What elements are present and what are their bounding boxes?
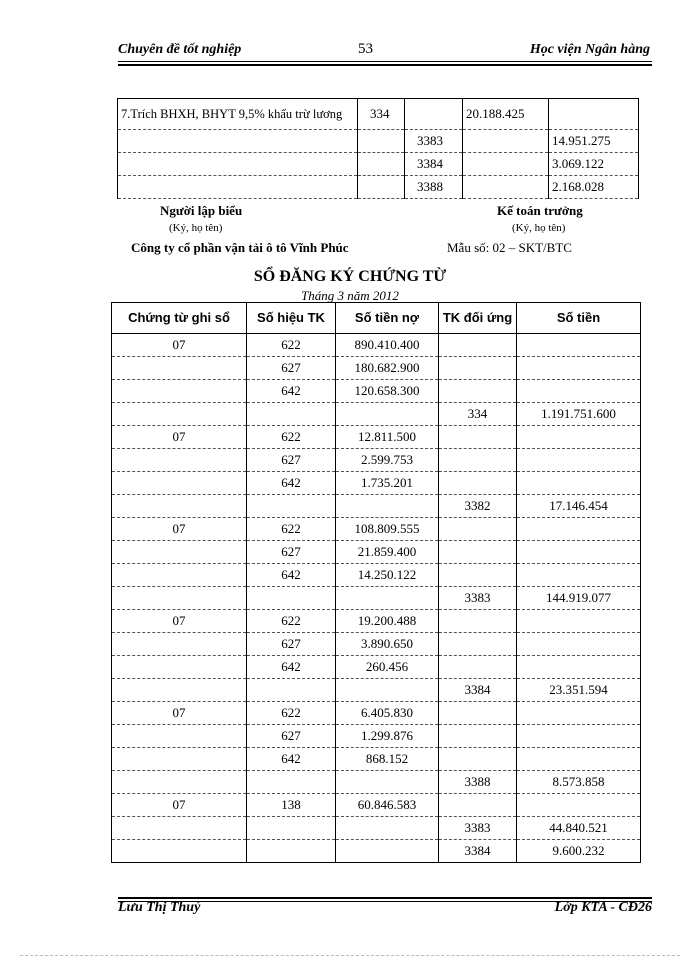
register-cell: 642: [247, 380, 336, 403]
register-cell: 334: [439, 403, 517, 426]
register-cell: 3383: [439, 587, 517, 610]
register-cell: 17.146.454: [517, 495, 641, 518]
register-cell: 21.859.400: [336, 541, 439, 564]
page-number: 53: [358, 41, 373, 57]
register-cell: [439, 564, 517, 587]
register-cell: [517, 794, 641, 817]
register-cell: 12.811.500: [336, 426, 439, 449]
register-header-cell: Số tiền: [517, 303, 641, 334]
footer-rule-thick: [118, 897, 652, 899]
page-footer: [118, 900, 652, 916]
register-row: [112, 587, 641, 610]
register-cell: 180.682.900: [336, 357, 439, 380]
register-cell: 622: [247, 334, 336, 357]
register-cell: [336, 679, 439, 702]
register-cell: [112, 449, 247, 472]
register-cell: [517, 380, 641, 403]
register-cell: [247, 817, 336, 840]
preparer-note: (Ký, họ tên): [169, 222, 223, 234]
register-cell: [247, 771, 336, 794]
register-cell: 144.919.077: [517, 587, 641, 610]
register-cell: [439, 380, 517, 403]
register-row: [112, 449, 641, 472]
register-cell: [517, 334, 641, 357]
register-cell: 627: [247, 541, 336, 564]
register-cell: [336, 840, 439, 863]
register-cell: [112, 656, 247, 679]
register-cell: 07: [112, 334, 247, 357]
header-rule-thick: [118, 64, 652, 66]
top-table-row: [118, 176, 639, 199]
register-cell: 14.250.122: [336, 564, 439, 587]
top-table-cell: 3388: [405, 176, 463, 199]
top-table-cell: 14.951.275: [549, 130, 639, 153]
register-header-cell: Số hiệu TK: [247, 303, 336, 334]
register-cell: 1.735.201: [336, 472, 439, 495]
register-cell: 6.405.830: [336, 702, 439, 725]
class-code: Lớp KTA - CĐ26: [554, 900, 652, 915]
register-cell: [439, 472, 517, 495]
register-cell: 1.191.751.600: [517, 403, 641, 426]
register-cell: [517, 426, 641, 449]
register-cell: [336, 495, 439, 518]
top-table-row: [118, 130, 639, 153]
register-cell: 642: [247, 564, 336, 587]
register-cell: 3382: [439, 495, 517, 518]
register-header-cell: Chứng từ ghi sổ: [112, 303, 247, 334]
register-row: [112, 656, 641, 679]
top-table-cell: 3384: [405, 153, 463, 176]
top-table-cell: 3.069.122: [549, 153, 639, 176]
header-left: Chuyên đề tốt nghiệp: [118, 42, 242, 57]
register-cell: 627: [247, 725, 336, 748]
top-table-cell: [118, 130, 358, 153]
register-cell: [336, 587, 439, 610]
register-row: [112, 794, 641, 817]
register-header-cell: Số tiền nợ: [336, 303, 439, 334]
register-cell: 890.410.400: [336, 334, 439, 357]
register-cell: 3384: [439, 679, 517, 702]
register-cell: [439, 518, 517, 541]
register-cell: 120.658.300: [336, 380, 439, 403]
header-rule: [118, 61, 652, 62]
register-cell: [439, 334, 517, 357]
register-cell: 622: [247, 426, 336, 449]
register-cell: [112, 817, 247, 840]
register-cell: [112, 380, 247, 403]
register-cell: [247, 403, 336, 426]
register-cell: [439, 725, 517, 748]
register-cell: 3384: [439, 840, 517, 863]
register-cell: [112, 840, 247, 863]
register-cell: [112, 564, 247, 587]
top-table-row: [118, 99, 639, 130]
top-table-cell: 7.Trích BHXH, BHYT 9,5% khấu trừ lương: [118, 99, 358, 130]
register-row: [112, 771, 641, 794]
register-cell: [112, 771, 247, 794]
register-row: [112, 840, 641, 863]
register-cell: 07: [112, 610, 247, 633]
top-table-cell: [118, 153, 358, 176]
register-cell: 622: [247, 702, 336, 725]
top-table-cell: [118, 176, 358, 199]
register-cell: 8.573.858: [517, 771, 641, 794]
top-table-cell: 334: [358, 99, 405, 130]
top-table-cell: [358, 130, 405, 153]
chief-accountant-note: (Ký, họ tên): [512, 222, 566, 234]
register-cell: [439, 702, 517, 725]
register-cell: [112, 541, 247, 564]
register-cell: [439, 541, 517, 564]
top-table-cell: [358, 153, 405, 176]
register-row: [112, 817, 641, 840]
register-cell: [439, 426, 517, 449]
register-cell: 07: [112, 702, 247, 725]
register-row: [112, 564, 641, 587]
author-name: Lưu Thị Thuý: [118, 900, 201, 915]
top-table-cell: [463, 153, 549, 176]
top-table-cell: 20.188.425: [463, 99, 549, 130]
register-row: [112, 610, 641, 633]
register-row: [112, 633, 641, 656]
register-cell: [439, 357, 517, 380]
register-subtitle: Tháng 3 năm 2012: [301, 288, 399, 303]
register-cell: [439, 610, 517, 633]
register-row: [112, 725, 641, 748]
register-cell: [247, 495, 336, 518]
form-number: Mẫu số: 02 – SKT/BTC: [447, 240, 572, 255]
header-right: Học viện Ngân hàng: [529, 42, 650, 57]
register-cell: 138: [247, 794, 336, 817]
register-cell: [336, 771, 439, 794]
top-table-cell: [463, 130, 549, 153]
register-cell: 627: [247, 633, 336, 656]
page-edge: [20, 955, 680, 956]
register-row: [112, 334, 641, 357]
register-cell: [112, 725, 247, 748]
register-cell: 3383: [439, 817, 517, 840]
register-cell: [112, 679, 247, 702]
register-cell: [112, 748, 247, 771]
register-cell: 9.600.232: [517, 840, 641, 863]
register-cell: 07: [112, 794, 247, 817]
register-cell: [112, 633, 247, 656]
register-cell: 642: [247, 472, 336, 495]
register-cell: [439, 748, 517, 771]
register-cell: [112, 587, 247, 610]
register-cell: [517, 610, 641, 633]
register-cell: [517, 541, 641, 564]
register-cell: 2.599.753: [336, 449, 439, 472]
register-cell: [517, 725, 641, 748]
top-table-cell: [549, 99, 639, 130]
register-cell: [517, 633, 641, 656]
chief-accountant-label: Kế toán trưởng: [497, 203, 583, 218]
register-cell: 3388: [439, 771, 517, 794]
register-row: [112, 380, 641, 403]
register-cell: [247, 840, 336, 863]
top-table-cell: 2.168.028: [549, 176, 639, 199]
page-header: [118, 40, 650, 60]
register-cell: 642: [247, 748, 336, 771]
top-table-cell: 3383: [405, 130, 463, 153]
top-table-cell: [405, 99, 463, 130]
register-cell: [112, 403, 247, 426]
register-cell: 622: [247, 610, 336, 633]
top-table-cell: [463, 176, 549, 199]
company-name: Công ty cổ phần vận tải ô tô Vĩnh Phúc: [131, 240, 349, 255]
register-cell: 627: [247, 449, 336, 472]
register-cell: [517, 702, 641, 725]
top-table-cell: [358, 176, 405, 199]
register-row: [112, 702, 641, 725]
register-cell: [439, 794, 517, 817]
register-row: [112, 748, 641, 771]
register-cell: [336, 817, 439, 840]
register-cell: [517, 472, 641, 495]
register-cell: 19.200.488: [336, 610, 439, 633]
register-cell: 07: [112, 518, 247, 541]
register-cell: 622: [247, 518, 336, 541]
register-cell: [517, 656, 641, 679]
register-cell: 1.299.876: [336, 725, 439, 748]
register-cell: 642: [247, 656, 336, 679]
register-row: [112, 679, 641, 702]
register-row: [112, 426, 641, 449]
register-table: [111, 302, 641, 863]
register-cell: [439, 656, 517, 679]
register-cell: [439, 633, 517, 656]
register-cell: [517, 748, 641, 771]
register-cell: [247, 587, 336, 610]
register-header-cell: TK đối ứng: [439, 303, 517, 334]
register-cell: [112, 495, 247, 518]
register-row: [112, 541, 641, 564]
register-cell: [439, 449, 517, 472]
top-table: [117, 98, 639, 199]
register-cell: 108.809.555: [336, 518, 439, 541]
register-cell: 260.456: [336, 656, 439, 679]
register-cell: [112, 472, 247, 495]
register-cell: 627: [247, 357, 336, 380]
register-cell: [517, 357, 641, 380]
register-row: [112, 472, 641, 495]
register-row: [112, 403, 641, 426]
register-cell: 23.351.594: [517, 679, 641, 702]
register-cell: 3.890.650: [336, 633, 439, 656]
register-cell: [336, 403, 439, 426]
register-cell: [517, 449, 641, 472]
register-cell: [112, 357, 247, 380]
register-cell: [517, 518, 641, 541]
preparer-label: Người lập biểu: [160, 203, 243, 218]
register-row: [112, 495, 641, 518]
register-row: [112, 518, 641, 541]
top-table-row: [118, 153, 639, 176]
register-cell: 868.152: [336, 748, 439, 771]
register-cell: [517, 564, 641, 587]
register-cell: 07: [112, 426, 247, 449]
register-title: SỔ ĐĂNG KÝ CHỨNG TỪ: [253, 268, 447, 285]
register-cell: 44.840.521: [517, 817, 641, 840]
register-cell: 60.846.583: [336, 794, 439, 817]
register-row: [112, 357, 641, 380]
register-cell: [247, 679, 336, 702]
